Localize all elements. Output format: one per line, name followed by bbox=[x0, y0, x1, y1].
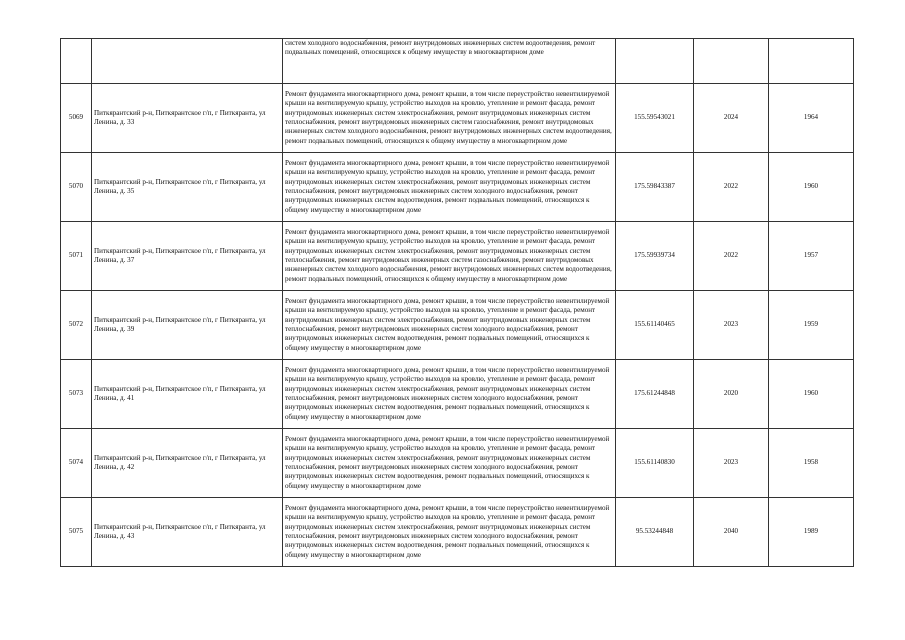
planned-year-cell: 2040 bbox=[694, 498, 769, 567]
area-cell: 175.61244848 bbox=[616, 360, 694, 429]
address-cell: Питкярантский р-н, Питкярантское г/п, г Питкяранта, ул Ленина, д. 42 bbox=[92, 429, 283, 498]
row-number-cell: 5071 bbox=[61, 222, 92, 291]
planned-year-cell: 2023 bbox=[694, 429, 769, 498]
table-row bbox=[61, 360, 854, 429]
area-cell: 95.53244848 bbox=[616, 498, 694, 567]
address-cell: Питкярантский р-н, Питкярантское г/п, г Питкяранта, ул Ленина, д. 43 bbox=[92, 498, 283, 567]
table-row bbox=[61, 498, 854, 567]
address-cell: Питкярантский р-н, Питкярантское г/п, г Питкяранта, ул Ленина, д. 37 bbox=[92, 222, 283, 291]
planned-year-cell: 2022 bbox=[694, 222, 769, 291]
capital-repair-table bbox=[60, 38, 854, 567]
address-cell: Питкярантский р-н, Питкярантское г/п, г Питкяранта, ул Ленина, д. 35 bbox=[92, 153, 283, 222]
build-year-cell: 1958 bbox=[769, 429, 854, 498]
area-cell: 155.61140465 bbox=[616, 291, 694, 360]
planned-year-cell: 2024 bbox=[694, 84, 769, 153]
area-cell: 175.59939734 bbox=[616, 222, 694, 291]
table-row-continued bbox=[61, 39, 854, 84]
work-list-cell: Ремонт фундамента многоквартирного дома, ремонт крыши, в том числе переустройство невентилируемой крыши на вентилируемую крышу, устройство выходов на кровлю, утепление и ремонт фасада, ремонт внутридомовых инженерных систем электроснабжения, ремонт внутридомовых инженерных систем теплоснабжения, ремонт внутридомовых инженерных систем холодного водоснабжения, ремонт внутридомовых инженерных систем водоотведения, ремонт подвальных помещений, относящихся к общему имуществу в многоквартирном доме bbox=[283, 360, 616, 429]
area-cell: 155.61140830 bbox=[616, 429, 694, 498]
work-list-cell: Ремонт фундамента многоквартирного дома, ремонт крыши, в том числе переустройство невентилируемой крыши на вентилируемую крышу, устройство выходов на кровлю, утепление и ремонт фасада, ремонт внутридомовых инженерных систем электроснабжения, ремонт внутридомовых инженерных систем теплоснабжения, ремонт внутридомовых инженерных систем холодного водоснабжения, ремонт внутридомовых инженерных систем водоотведения, ремонт подвальных помещений, относящихся к общему имуществу в многоквартирном доме bbox=[283, 291, 616, 360]
area-cell: 155.59543021 bbox=[616, 84, 694, 153]
planned-year-cell: 2020 bbox=[694, 360, 769, 429]
row-number-cell: 5072 bbox=[61, 291, 92, 360]
build-year-cell bbox=[769, 39, 854, 84]
table-row bbox=[61, 222, 854, 291]
address-cell: Питкярантский р-н, Питкярантское г/п, г Питкяранта, ул Ленина, д. 39 bbox=[92, 291, 283, 360]
build-year-cell: 1959 bbox=[769, 291, 854, 360]
row-number-cell: 5074 bbox=[61, 429, 92, 498]
planned-year-cell bbox=[694, 39, 769, 84]
table-body bbox=[61, 39, 854, 567]
row-number-cell: 5073 bbox=[61, 360, 92, 429]
address-cell bbox=[92, 39, 283, 84]
address-cell: Питкярантский р-н, Питкярантское г/п, г Питкяранта, ул Ленина, д. 41 bbox=[92, 360, 283, 429]
row-number-cell bbox=[61, 39, 92, 84]
build-year-cell: 1964 bbox=[769, 84, 854, 153]
area-cell bbox=[616, 39, 694, 84]
build-year-cell: 1960 bbox=[769, 360, 854, 429]
build-year-cell: 1957 bbox=[769, 222, 854, 291]
table-row bbox=[61, 153, 854, 222]
work-list-cell: Ремонт фундамента многоквартирного дома, ремонт крыши, в том числе переустройство невентилируемой крыши на вентилируемую крышу, устройство выходов на кровлю, утепление и ремонт фасада, ремонт внутридомовых инженерных систем электроснабжения, ремонт внутридомовых инженерных систем теплоснабжения, ремонт внутридомовых инженерных систем холодного водоснабжения, ремонт внутридомовых инженерных систем водоотведения, ремонт подвальных помещений, относящихся к общему имуществу в многоквартирном доме bbox=[283, 153, 616, 222]
work-list-cell: Ремонт фундамента многоквартирного дома, ремонт крыши, в том числе переустройство невентилируемой крыши на вентилируемую крышу, устройство выходов на кровлю, утепление и ремонт фасада, ремонт внутридомовых инженерных систем электроснабжения, ремонт внутридомовых инженерных систем теплоснабжения, ремонт внутридомовых инженерных систем газоснабжения, ремонт внутридомовых инженерных систем холодного водоснабжения, ремонт внутридомовых инженерных систем водоотведения, ремонт подвальных помещений, относящихся к общему имуществу в многоквартирном доме bbox=[283, 84, 616, 153]
work-list-cell: Ремонт фундамента многоквартирного дома, ремонт крыши, в том числе переустройство невентилируемой крыши на вентилируемую крышу, устройство выходов на кровлю, утепление и ремонт фасада, ремонт внутридомовых инженерных систем электроснабжения, ремонт внутридомовых инженерных систем теплоснабжения, ремонт внутридомовых инженерных систем газоснабжения, ремонт внутридомовых инженерных систем холодного водоснабжения, ремонт внутридомовых инженерных систем водоотведения, ремонт подвальных помещений, относящихся к общему имуществу в многоквартирном доме bbox=[283, 222, 616, 291]
table-row bbox=[61, 429, 854, 498]
address-cell: Питкярантский р-н, Питкярантское г/п, г Питкяранта, ул Ленина, д. 33 bbox=[92, 84, 283, 153]
row-number-cell: 5069 bbox=[61, 84, 92, 153]
row-number-cell: 5075 bbox=[61, 498, 92, 567]
build-year-cell: 1960 bbox=[769, 153, 854, 222]
planned-year-cell: 2022 bbox=[694, 153, 769, 222]
work-list-cell: систем холодного водоснабжения, ремонт внутридомовых инженерных систем водоотведения, ремонт подвальных помещений, относящихся к общему имуществу в многоквартирном доме bbox=[283, 39, 616, 84]
planned-year-cell: 2023 bbox=[694, 291, 769, 360]
work-list-cell: Ремонт фундамента многоквартирного дома, ремонт крыши, в том числе переустройство невентилируемой крыши на вентилируемую крышу, устройство выходов на кровлю, утепление и ремонт фасада, ремонт внутридомовых инженерных систем электроснабжения, ремонт внутридомовых инженерных систем теплоснабжения, ремонт внутридомовых инженерных систем холодного водоснабжения, ремонт внутридомовых инженерных систем водоотведения, ремонт подвальных помещений, относящихся к общему имуществу в многоквартирном доме bbox=[283, 498, 616, 567]
table-row bbox=[61, 84, 854, 153]
row-number-cell: 5070 bbox=[61, 153, 92, 222]
area-cell: 175.59843387 bbox=[616, 153, 694, 222]
work-list-cell: Ремонт фундамента многоквартирного дома, ремонт крыши, в том числе переустройство невентилируемой крыши на вентилируемую крышу, устройство выходов на кровлю, утепление и ремонт фасада, ремонт внутридомовых инженерных систем электроснабжения, ремонт внутридомовых инженерных систем теплоснабжения, ремонт внутридомовых инженерных систем холодного водоснабжения, ремонт внутридомовых инженерных систем водоотведения, ремонт подвальных помещений, относящихся к общему имуществу в многоквартирном доме bbox=[283, 429, 616, 498]
table-row bbox=[61, 291, 854, 360]
build-year-cell: 1989 bbox=[769, 498, 854, 567]
